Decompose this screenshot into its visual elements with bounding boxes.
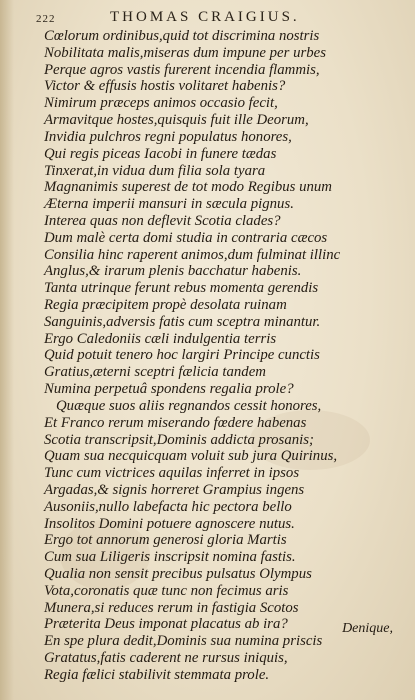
poem-line: Et Franco rerum miserando fœdere habenas: [44, 414, 307, 431]
poem-line: Qui regis piceas Iacobi in funere tædas: [44, 145, 277, 162]
running-head: THOMAS CRAIGIUS.: [110, 9, 300, 25]
poem-line: Gratatus,fatis caderent ne rursus iniquis,: [44, 650, 288, 667]
poem-line: Consilia hinc raperent animos,dum fulminat illinc: [44, 246, 341, 263]
poem-line: Sanguinis,adversis fatis cum sceptra minantur.: [44, 313, 321, 330]
poem-line: Ausoniis,nullo labefacta hic pectora bello: [44, 498, 292, 515]
poem-line: Insolitos Domini potuere agnoscere nutus.: [44, 515, 295, 532]
poem-line: Æterna imperii mansuri in sæcula pignus.: [44, 196, 294, 213]
poem-line: Munera,si reduces rerum in fastigia Scotos: [44, 599, 299, 616]
poem-body: [44, 28, 406, 684]
poem-line: Cum sua Liligeris inscripsit nomina fastis.: [44, 549, 296, 566]
poem-line: Tunc cum victrices aquilas inferret in ipsos: [44, 465, 300, 482]
page-header: [0, 6, 415, 30]
poem-line: Nimirum præceps animos occasio fecit,: [44, 95, 278, 112]
poem-line: Perque agros vastis furerent incendia flammis,: [44, 61, 320, 78]
poem-line: Tanta utrinque ferunt rebus momenta gerendis: [44, 280, 319, 297]
poem-line: En spe plura dedit,Dominis sua numina priscis: [44, 633, 323, 650]
poem-line: Numina perpetuâ spondens regalia prole?: [44, 381, 294, 398]
poem-line: Gratius,æterni sceptri fælicia tandem: [44, 364, 266, 381]
catchword: Denique,: [342, 621, 393, 636]
poem-line: Ergo tot annorum generosi gloria Martis: [44, 532, 287, 549]
poem-line: Vota,coronatis quæ tunc non fecimus aris: [44, 582, 289, 599]
poem-line: Interea quas non deflevit Scotia clades?: [44, 212, 281, 229]
poem-line: Armavitque hostes,quisquis fuit ille Deorum,: [44, 112, 309, 129]
poem-line: Argadas,& signis horreret Grampius ingens: [44, 481, 305, 498]
poem-line: Quam sua necquicquam voluit sub jura Quirinus,: [44, 448, 338, 465]
poem-line: Quid potuit tenero hoc largiri Principe cunctis: [44, 347, 320, 364]
page-number: 222: [36, 13, 56, 25]
poem-line: Regia fælici stabilivit stemmata prole.: [44, 666, 270, 683]
poem-line: Dum malè certa domi studia in contraria cæcos: [44, 229, 328, 246]
poem-line: Invidia pulchros regni populatus honores,: [44, 128, 292, 145]
poem-line: Magnanimis superest de tot modo Regibus unum: [44, 179, 332, 196]
poem-line: Anglus,& irarum plenis bacchatur habenis.: [44, 263, 302, 280]
poem-line: Qualia non sensit precibus pulsatus Olympus: [44, 566, 312, 582]
poem-line: Scotia transcripsit,Dominis addicta prosanis;: [44, 431, 314, 448]
poem-line: Regia præcipitem propè desolata ruinam: [44, 297, 287, 313]
poem-line: Cœlorum ordinibus,quid tot discrimina nostris: [44, 28, 320, 44]
poem-line: Victor & effusis hostis volitaret habenis?: [44, 78, 286, 95]
poem-line: Ergo Caledoniis cæli indulgentia terris: [44, 330, 277, 347]
poem-line: Præterita Deus imponat placatus ab ira?: [44, 616, 288, 633]
poem-line: Nobilitata malis,miseras dum impune per urbes: [44, 44, 326, 61]
poem-line: Tinxerat,in vidua dum filia sola tyara: [44, 162, 266, 179]
poem-line: Quæque suos aliis regnandos cessit honores,: [56, 397, 322, 414]
